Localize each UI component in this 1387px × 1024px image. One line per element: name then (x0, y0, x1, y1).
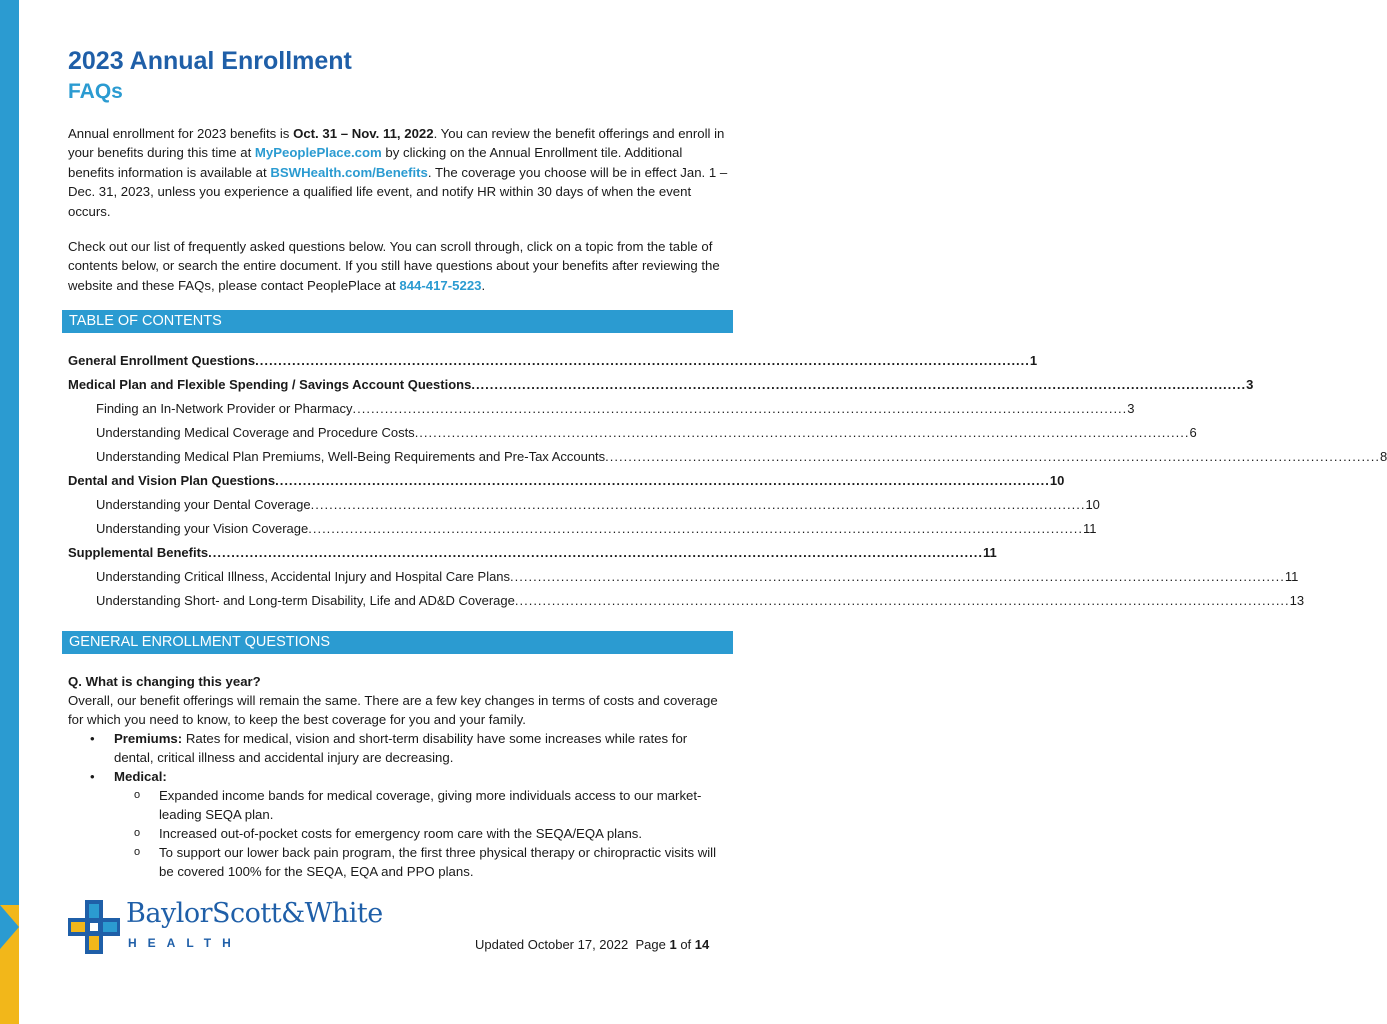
toc-entry-general-enrollment[interactable] (68, 353, 1038, 377)
list-item-medical (90, 767, 728, 881)
mypeopleplace-link[interactable]: MyPeoplePlace.com (254, 145, 382, 161)
premiums-label: Premiums: (114, 731, 183, 746)
list-item: o Expanded income bands for medical coverage, giving more individuals access to our market-leading SEQA plan. (134, 786, 728, 824)
enrollment-dates: Oct. 31 – Nov. 11, 2022 (293, 126, 434, 141)
toc-entry-page: 3 (1127, 401, 1135, 416)
logo-wordmark: BaylorScott&White (126, 898, 383, 929)
toc-entry-vision-coverage[interactable] (68, 521, 1097, 545)
intro-text: . (481, 277, 486, 293)
toc-leader: ........................................................................................................................................................................ (414, 425, 1190, 440)
toc-entry-page: 6 (1189, 425, 1197, 440)
general-enrollment-heading-bar: GENERAL ENROLLMENT QUESTIONS (62, 631, 733, 654)
toc-entry-critical-illness[interactable] (68, 569, 1299, 593)
toc-leader: ........................................................................................................................................................................ (514, 593, 1290, 608)
of-word: of (680, 937, 692, 952)
faq-answer: Overall, our benefit offerings will remain the same. There are a few key changes in terms of costs and coverage for which you need to know, to keep the best coverage for you and your family. (68, 693, 718, 727)
toc-entry-title: General Enrollment Questions (68, 353, 256, 368)
intro-text: Check out our list of frequently asked questions below. You can scroll through, click on a topic from the table of contents below, or search the entire document. If you still have questions about your benefits after reviewing the website and these FAQs, please contact PeoplePlace at (68, 239, 720, 293)
list-item: o To support our lower back pain program, the first three physical therapy or chiropractic visits will be covered 100% for the SEQA, EQA and PPO plans. (134, 843, 728, 881)
intro-paragraph-2 (68, 237, 728, 295)
intro-text: Annual enrollment for 2023 benefits is (68, 126, 294, 141)
toc-entry-title: Understanding your Dental Coverage (96, 497, 311, 512)
page-subtitle: FAQs (68, 80, 123, 103)
page-number: 1 (669, 937, 677, 952)
toc-leader: ........................................................................................................................................................................ (510, 569, 1285, 584)
toc-entry-page: 11 (1284, 569, 1299, 584)
premiums-text: Rates for medical, vision and short-term disability have some increases while rates for dental, critical illness and accidental injury are decreasing. (114, 731, 688, 765)
intro-paragraph-1 (68, 124, 728, 221)
toc-leader: ........................................................................................................................................................................ (310, 497, 1086, 512)
toc-entry-page: 3 (1246, 377, 1254, 392)
cross-logo-icon (66, 898, 122, 956)
page-title: 2023 Annual Enrollment (68, 47, 352, 75)
toc-leader: ........................................................................................................................................................................ (275, 473, 1050, 488)
toc-entry-page: 11 (1083, 521, 1097, 536)
peopleplace-phone-link[interactable]: 844-417-5223 (399, 277, 482, 293)
logo-subtext: HEALTH (128, 936, 242, 950)
list-item: o Increased out-of-pocket costs for emergency room care with the SEQA/EQA plans. (134, 824, 728, 843)
toc-entry-disability-life[interactable] (68, 593, 1305, 617)
page-footer (475, 937, 709, 952)
toc-entry-page: 10 (1049, 473, 1065, 488)
toc-entry-medical-premiums[interactable] (68, 449, 1387, 473)
table-of-contents (68, 353, 1387, 617)
toc-heading-bar: TABLE OF CONTENTS (62, 310, 733, 333)
list-item-premiums (90, 729, 728, 767)
toc-entry-title: Supplemental Benefits (68, 545, 209, 560)
toc-entry-dental-vision[interactable] (68, 473, 1065, 497)
faq-block (68, 672, 728, 881)
toc-leader: ........................................................................................................................................................................ (308, 521, 1084, 536)
toc-entry-page: 10 (1085, 497, 1100, 512)
change-list (90, 729, 728, 881)
toc-entry-page: 11 (982, 545, 997, 560)
updated-date: Updated October 17, 2022 (475, 937, 629, 952)
medical-sublist (134, 786, 728, 881)
toc-entry-title: Medical Plan and Flexible Spending / Savings Account Questions (68, 377, 472, 392)
toc-entry-title: Finding an In-Network Provider or Pharmacy (96, 401, 353, 416)
toc-entry-supplemental[interactable] (68, 545, 997, 569)
medical-label: Medical: (114, 769, 167, 784)
intro-text: . The coverage you choose will be in effect Jan. 1 – Dec. 31, 2023, unless you experience a qualified life event, and notify HR within 30 days of when the event occurs. (68, 164, 728, 219)
intro-text: . You can review the benefit offerings and enroll in your benefits during this time at (68, 126, 725, 161)
toc-entry-title: Understanding your Vision Coverage (96, 521, 309, 536)
toc-entry-title: Understanding Critical Illness, Accidental Injury and Hospital Care Plans (96, 569, 511, 584)
toc-entry-title: Understanding Short- and Long-term Disability, Life and AD&D Coverage (96, 593, 515, 608)
toc-entry-title: Understanding Medical Plan Premiums, Well-Being Requirements and Pre-Tax Accounts (96, 449, 606, 464)
toc-leader: ........................................................................................................................................................................ (255, 353, 1030, 368)
toc-entry-dental-coverage[interactable] (68, 497, 1100, 521)
toc-entry-page: 1 (1029, 353, 1038, 368)
page-total: 14 (694, 937, 710, 952)
toc-entry-in-network-provider[interactable] (68, 401, 1135, 425)
side-accent-bar (0, 0, 19, 1024)
toc-leader: ........................................................................................................................................................................ (605, 449, 1380, 464)
toc-entry-medical-fsa[interactable] (68, 377, 1254, 401)
toc-entry-page: 8 (1379, 449, 1387, 464)
toc-entry-medical-coverage-costs[interactable] (68, 425, 1197, 449)
side-accent-notch (0, 905, 19, 949)
toc-entry-title: Understanding Medical Coverage and Procedure Costs (96, 425, 415, 440)
toc-leader: ........................................................................................................................................................................ (352, 401, 1128, 416)
toc-leader: ........................................................................................................................................................................ (208, 545, 983, 560)
baylor-scott-white-logo (66, 898, 386, 956)
intro-text: by clicking on the Annual Enrollment tile. Additional benefits information is available at (68, 145, 683, 180)
page-word: Page (635, 937, 666, 952)
toc-entry-page: 13 (1289, 593, 1305, 608)
bswhealth-benefits-link[interactable]: BSWHealth.com/Benefits (270, 164, 428, 180)
faq-question: Q. What is changing this year? (68, 674, 261, 689)
toc-leader: ........................................................................................................................................................................ (471, 377, 1247, 392)
toc-entry-title: Dental and Vision Plan Questions (68, 473, 276, 488)
